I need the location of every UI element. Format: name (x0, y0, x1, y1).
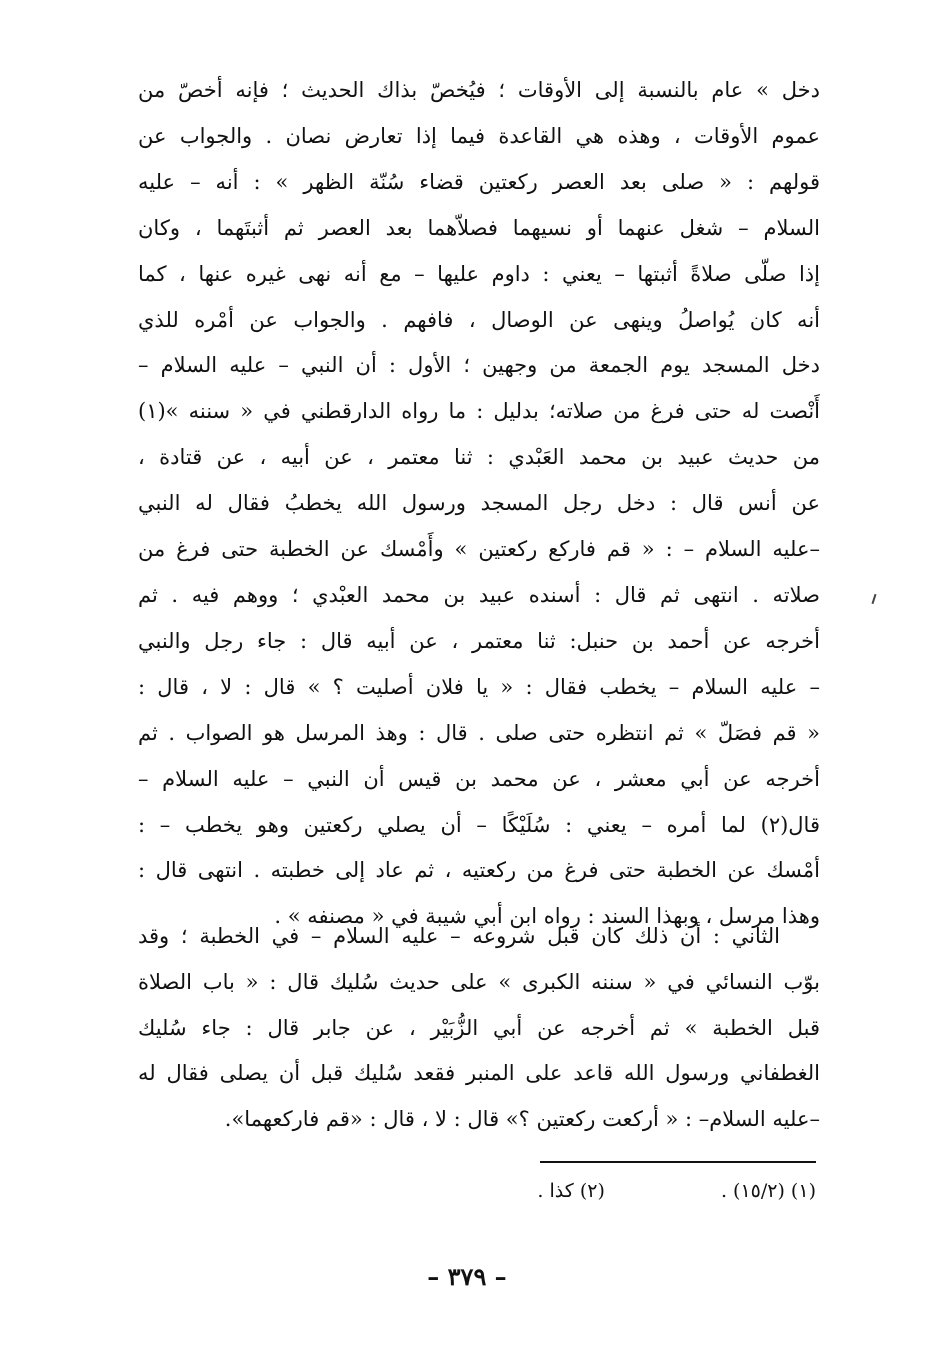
main-paragraph (138, 68, 820, 940)
text-line: قبل الخطبة » ثم أخرجه عن أبي الزُّبَيْر ، عن جابر قال : جاء سُليك (138, 1015, 820, 1040)
text-line: عن أنس قال : دخل رجل المسجد ورسول الله يخطبُ فقال له النبي (138, 491, 820, 516)
text-line: صلاته . انتهى ثم قال : أسنده عبيد بن محمد العبْدي ؛ ووهم فيه . ثم (138, 582, 820, 607)
footnote-1: (١) (١٥/٢) . (720, 1180, 816, 1202)
text-line: « قم فصَلّ » ثم انتظره حتى صلى . قال : وهذ المرسل هو الصواب . ثم (138, 720, 820, 745)
text-line: أخرجه عن أبي معشر ، عن محمد بن قيس أن النبي – عليه السلام – (138, 766, 820, 791)
text-line: دخل المسجد يوم الجمعة من وجهين ؛ الأول : أن النبي – عليه السلام – (138, 353, 820, 378)
footnote-2: (٢) كذا . (537, 1180, 605, 1202)
text-line: قولهم : « صلى بعد العصر ركعتين قضاء سُنّة الظهر » : أنه – عليه (138, 169, 820, 194)
text-line: –عليه السلام – : « قم فاركع ركعتين » وأَمْسك عن الخطبة حتى فرغ من (138, 537, 820, 562)
text-line: قال(٢) لما أمره – يعني : سُلَيْكًا – أن يصلي ركعتين وهو يخطب – : (138, 812, 820, 837)
text-line: عموم الأوقات ، وهذه هي القاعدة فيما إذا تعارض نصان . والجواب عن (138, 123, 820, 148)
text-line: الغطفاني ورسول الله قاعد على المنبر فقعد سُليك قبل أن يصلى فقال له (138, 1061, 820, 1086)
text-line (138, 914, 820, 960)
text-line: إذا صلّى صلاةً أثبتها – يعني : داوم عليها – مع أنه نهى غيره عنها ، كما (138, 261, 820, 286)
text-line: أخرجه عن أحمد بن حنبل: ثنا معتمر ، عن أبيه قال : جاء رجل والنبي (138, 628, 820, 653)
text-line: بوّب النسائي في « سننه الكبرى » على حديث سُليك قال : « باب الصلاة (138, 969, 820, 994)
footnotes (537, 1180, 816, 1202)
text-line: – عليه السلام – يخطب فقال : « يا فلان أصليت ؟ » قال : لا ، قال : (138, 674, 820, 699)
text-line-content: الثاني : أن ذلك كان قبل شروعه – عليه السلام – في الخطبة ؛ وقد (138, 924, 780, 948)
text-line: دخل » عام بالنسبة إلى الأوقات ؛ فيُخصّ بذاك الحديث ؛ فإنه أخصّ من (138, 78, 820, 102)
text-line: أمْسك عن الخطبة حتى فرغ من ركعتيه ، ثم عاد إلى خطبته . انتهى قال : (138, 858, 820, 883)
scan-mark (872, 594, 877, 604)
footnote-separator (540, 1161, 816, 1163)
second-paragraph (138, 914, 820, 1143)
text-line: أَنْصت له حتى فرغ من صلاته؛ بدليل : ما رواه الدارقطني في « سننه »(١) (138, 399, 820, 424)
text-line: من حديث عبيد بن محمد العَبْدي : ثنا معتمر ، عن أبيه ، عن قتادة ، (138, 445, 820, 470)
text-line: وهذا مرسل ، وبهذا السند : رواه ابن أبي شيبة في « مصنفه » . (274, 904, 820, 929)
text-line: –عليه السلام– : « أركعت ركعتين ؟» قال : لا ، قال : «قم فاركعهما». (224, 1107, 820, 1132)
text-line: أنه كان يُواصلُ وينهى عن الوصال ، فافهم . والجواب عن أمْره للذي (138, 307, 820, 332)
page-number: – ٣٧٩ – (427, 1262, 507, 1291)
text-line: السلام – شغل عنهما أو نسيهما فصلاّهما بعد العصر ثم أثبتَهما ، وكان (138, 215, 820, 240)
